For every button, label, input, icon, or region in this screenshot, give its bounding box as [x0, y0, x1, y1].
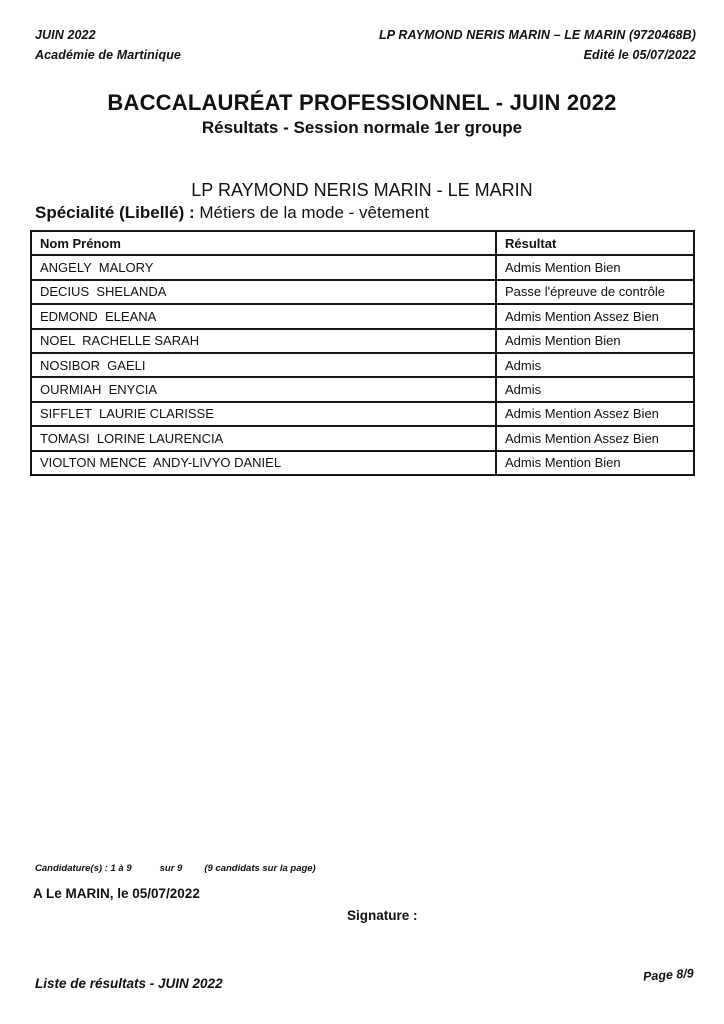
- specialty-label: Spécialité (Libellé) :: [35, 203, 195, 222]
- session-label: JUIN 2022: [35, 28, 96, 42]
- results-table: [30, 230, 695, 476]
- candidates-summary: [35, 863, 316, 874]
- academy-label: Académie de Martinique: [35, 48, 181, 62]
- candidates-on-page: (9 candidats sur la page): [204, 863, 316, 874]
- specialty-value: Métiers de la mode - vêtement: [194, 203, 429, 222]
- header-right: [379, 28, 696, 62]
- table-row: [31, 280, 694, 304]
- cell-result: Admis: [496, 353, 694, 377]
- table-row: [31, 451, 694, 475]
- candidates-range: Candidature(s) : 1 à 9: [35, 863, 132, 874]
- specialty-line: [35, 203, 429, 223]
- cell-name: OURMIAH ENYCIA: [31, 377, 496, 401]
- cell-result: Admis Mention Assez Bien: [496, 426, 694, 450]
- results-table-body: [31, 255, 694, 475]
- cell-name: TOMASI LORINE LAURENCIA: [31, 426, 496, 450]
- candidates-total: sur 9: [159, 863, 183, 874]
- table-row: [31, 426, 694, 450]
- place-date-line: A Le MARIN, le 05/07/2022: [33, 886, 200, 901]
- school-name: LP RAYMOND NERIS MARIN - LE MARIN: [191, 180, 533, 200]
- table-row: [31, 255, 694, 279]
- cell-result: Admis Mention Bien: [496, 255, 694, 279]
- footer-document-type: Liste de résultats - JUIN 2022: [35, 976, 223, 991]
- cell-name: DECIUS SHELANDA: [31, 280, 496, 304]
- edited-date-label: Edité le 05/07/2022: [583, 48, 696, 62]
- document-title: BACCALAURÉAT PROFESSIONNEL - JUIN 2022: [107, 90, 617, 115]
- table-row: [31, 402, 694, 426]
- footer-page-number: Page 8/9: [642, 966, 695, 984]
- results-table-head: [31, 231, 694, 255]
- table-row: [31, 353, 694, 377]
- school-code-label: LP RAYMOND NERIS MARIN – LE MARIN (9720468B): [379, 28, 696, 42]
- cell-name: ANGELY MALORY: [31, 255, 496, 279]
- table-row: [31, 304, 694, 328]
- cell-result: Admis Mention Assez Bien: [496, 304, 694, 328]
- table-row: [31, 377, 694, 401]
- table-row: [31, 329, 694, 353]
- cell-result: Admis Mention Bien: [496, 451, 694, 475]
- column-header-result: Résultat: [496, 231, 694, 255]
- table-header-row: [31, 231, 694, 255]
- cell-name: NOEL RACHELLE SARAH: [31, 329, 496, 353]
- document-header: [35, 28, 696, 62]
- cell-result: Passe l'épreuve de contrôle: [496, 280, 694, 304]
- cell-name: SIFFLET LAURIE CLARISSE: [31, 402, 496, 426]
- cell-result: Admis Mention Bien: [496, 329, 694, 353]
- cell-name: EDMOND ELEANA: [31, 304, 496, 328]
- document-subtitle: Résultats - Session normale 1er groupe: [201, 118, 523, 137]
- column-header-name: Nom Prénom: [31, 231, 496, 255]
- signature-label: Signature :: [347, 908, 418, 923]
- header-left: [35, 28, 181, 62]
- cell-result: Admis: [496, 377, 694, 401]
- cell-name: NOSIBOR GAELI: [31, 353, 496, 377]
- cell-result: Admis Mention Assez Bien: [496, 402, 694, 426]
- cell-name: VIOLTON MENCE ANDY-LIVYO DANIEL: [31, 451, 496, 475]
